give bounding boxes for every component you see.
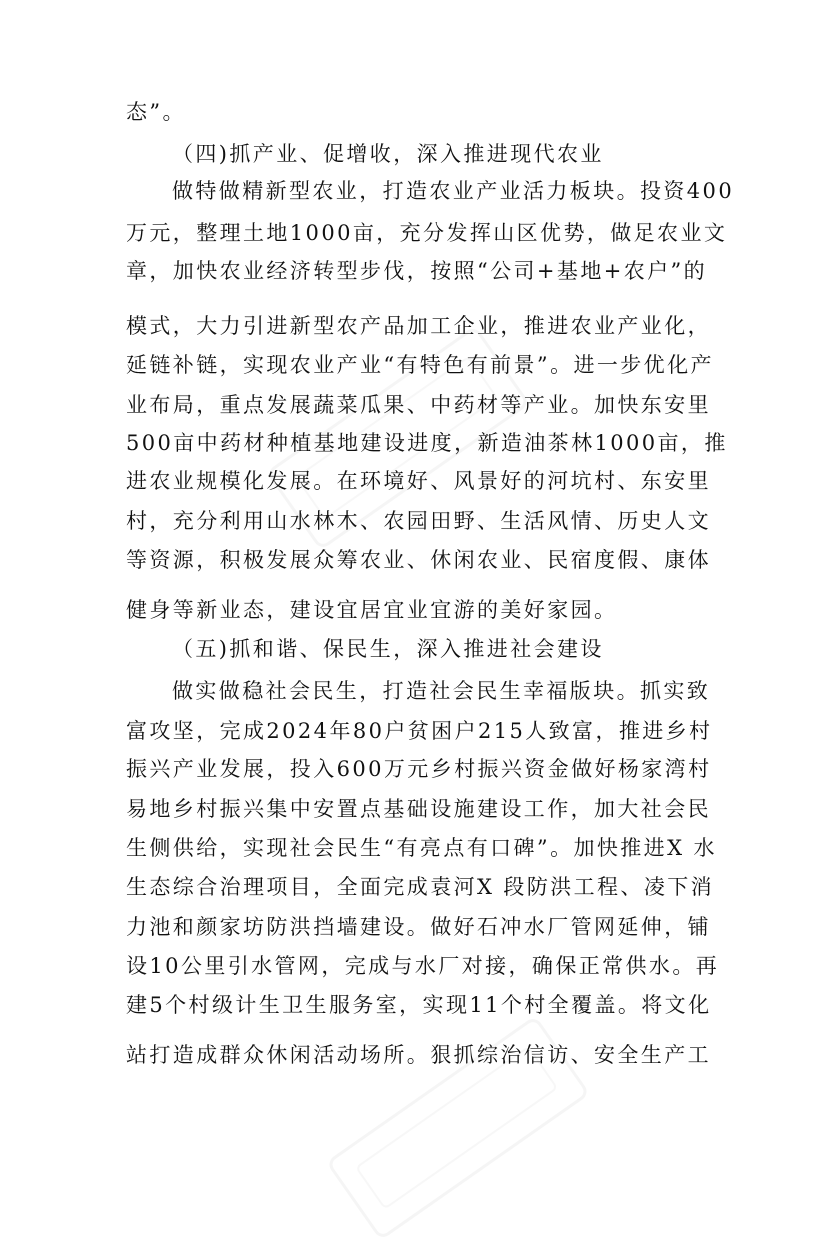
paragraph-line: 富攻坚，完成2024年80户贫困户215人致富，推进乡村: [126, 719, 713, 743]
paragraph-line: 等资源，积极发展众筹农业、休闲农业、民宿度假、康体: [126, 548, 711, 572]
paragraph-line: 章，加快农业经济转型步伐，按照“公司+基地+农户”的: [126, 259, 708, 283]
paragraph-line: 健身等新业态，建设宜居宜业宜游的美好家园。: [126, 598, 618, 622]
paragraph-line: 进农业规模化发展。在环境好、风景好的河坑村、东安里: [126, 469, 711, 493]
section-heading: （五)抓和谐、保民生，深入推进社会建设: [172, 637, 604, 661]
paragraph-line: 易地乡村振兴集中安置点基础设施建设工作，加大社会民: [126, 797, 711, 821]
paragraph-line: 生态综合治理项目，全面完成袁河X 段防洪工程、凌下消: [126, 875, 715, 899]
paragraph-line: 生侧供给，实现社会民生“有亮点有口碑”。加快推进X 水: [126, 836, 717, 860]
paragraph-line: 振兴产业发展，投入600万元乡村振兴资金做好杨家湾村: [126, 757, 712, 781]
paragraph-line: 万元，整理土地1000亩，充分发挥山区优势，做足农业文: [126, 221, 728, 245]
section-heading: （四)抓产业、促增收，深入推进现代农业: [172, 142, 604, 166]
paragraph-line: 500亩中药材种植基地建设进度，新造油茶林1000亩，推: [126, 431, 728, 455]
paragraph-line: 态”。: [126, 100, 186, 124]
paragraph-line: 模式，大力引进新型农产品加工企业，推进农业产业化，: [126, 314, 711, 338]
paragraph-line: 做实做稳社会民生，打造社会民生幸福版块。抓实致: [172, 679, 711, 703]
paragraph-line: 村，充分利用山水林木、农园田野、生活风情、历史人文: [126, 509, 711, 533]
paragraph-line: 业布局，重点发展蔬菜瓜果、中药材等产业。加快东安里: [126, 393, 711, 417]
paragraph-line: 延链补链，实现农业产业“有特色有前景”。进一步优化产: [126, 353, 714, 377]
paragraph-line: 建5个村级计生卫生服务室，实现11个村全覆盖。将文化: [126, 993, 712, 1017]
paragraph-line: 设10公里引水管网，完成与水厂对接，确保正常供水。再: [126, 954, 720, 978]
paragraph-line: 力池和颜家坊防洪挡墙建设。做好石冲水厂管网延伸，铺: [126, 915, 711, 939]
paragraph-line: 站打造成群众休闲活动场所。狠抓综治信访、安全生产工: [126, 1043, 711, 1067]
paragraph-line: 做特做精新型农业，打造农业产业活力板块。投资400: [172, 179, 735, 203]
